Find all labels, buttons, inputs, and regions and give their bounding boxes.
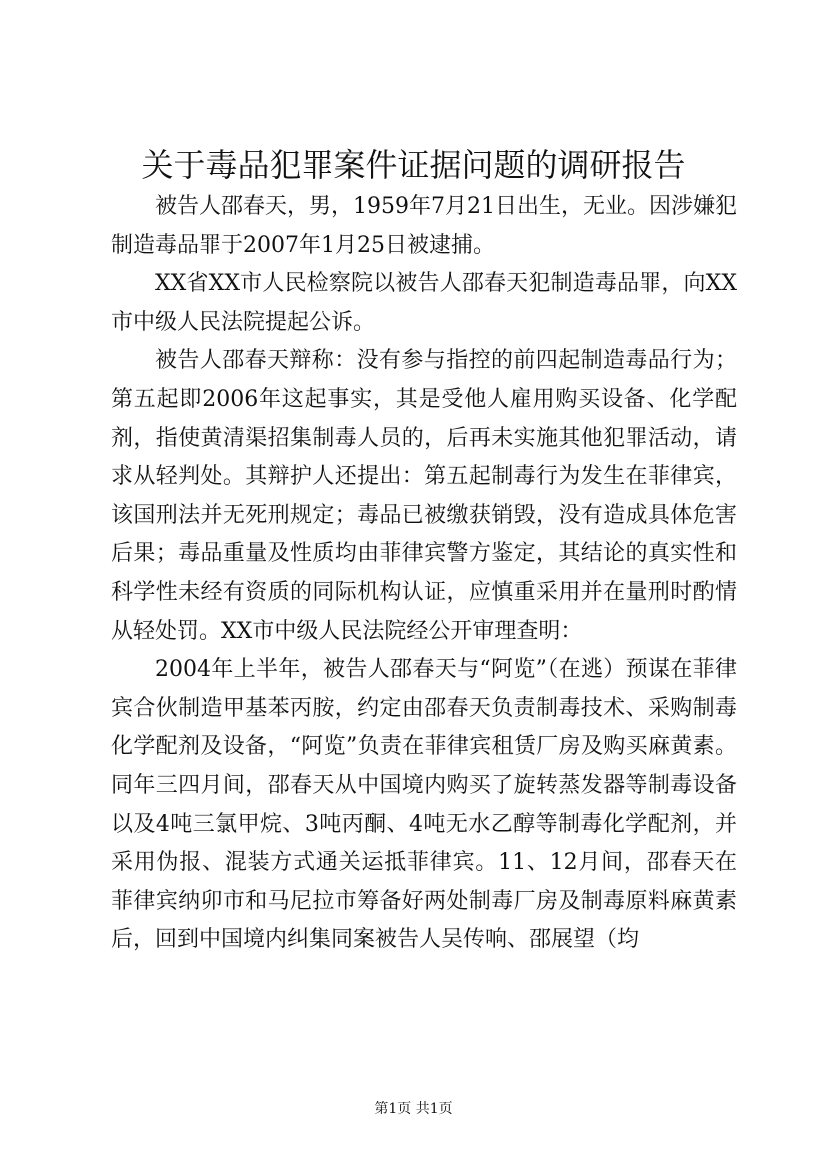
paragraph-1: 被告人邵春天，男，1959年7月21日出生，无业。因涉嫌犯制造毒品罪于2007年1月25日被逮捕。: [111, 194, 737, 258]
paragraph-3: 被告人邵春天辩称：没有参与指控的前四起制造毒品行为；第五起即2006年这起事实，其是受他人雇用购买设备、化学配剂，指使黄清渠招集制毒人员的，后再未实施其他犯罪活动，请求从轻判处。其辩护人还提出：第五起制毒行为发生在菲律宾，该国刑法并无死刑规定；毒品已被缴获销毁，没有造成具体危害后果；毒品重量及性质均由菲律宾警方鉴定，其结论的真实性和科学性未经有资质的同际机构认证，应慎重采用并在量刑时酌情从轻处罚。XX市中级人民法院经公开审理查明：: [111, 348, 737, 644]
paragraph-4: 2004年上半年，被告人邵春天与“阿览”（在逃）预谋在菲律宾合伙制造甲基苯丙胺，约定由邵春天负责制毒技术、采购制毒化学配剂及设备，“阿览”负责在菲律宾租赁厂房及购买麻黄素。同年三四月间，邵春天从中国境内购买了旋转蒸发器等制毒设备以及4吨三氯甲烷、3吨丙酮、4吨无水乙醇等制毒化学配剂，并采用伪报、混装方式通关运抵菲律宾。11、12月间，邵春天在菲律宾纳卯市和马尼拉市筹备好两处制毒厂房及制毒原料麻黄素后，回到中国境内纠集同案被告人吴传响、邵展望（均: [111, 657, 737, 953]
page-footer: 第1页 共1页: [374, 1101, 453, 1117]
paragraph-2: XX省XX市人民检察院以被告人邵春天犯制造毒品罪，向XX市中级人民法院提起公诉。: [111, 271, 737, 335]
document-title: 关于毒品犯罪案件证据问题的调研报告: [141, 146, 686, 184]
document-body: [111, 188, 737, 960]
